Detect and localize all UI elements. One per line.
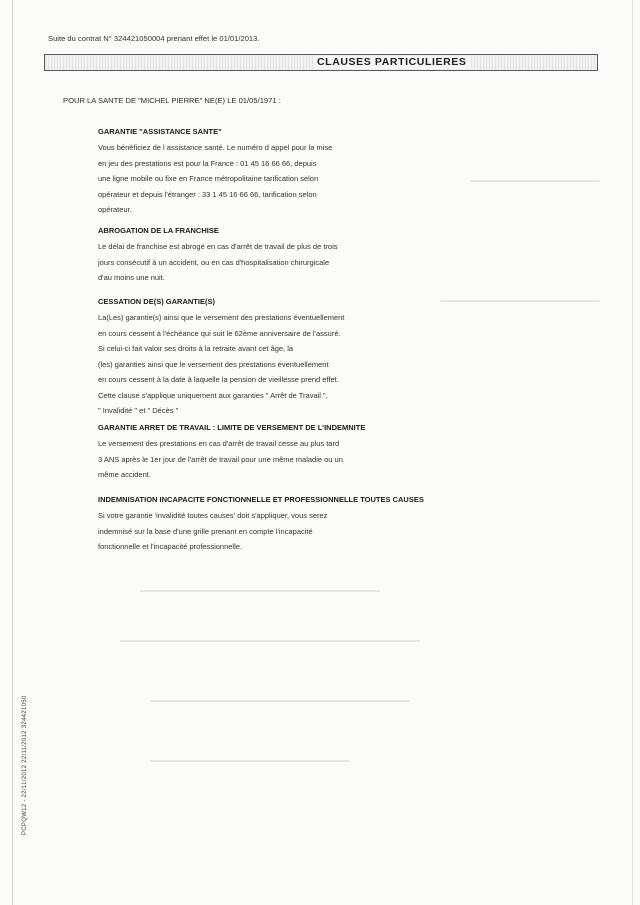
insured-intro: POUR LA SANTE DE "MICHEL PIERRE" NE(E) LE 01/05/1971 : bbox=[63, 96, 281, 105]
clause-line: même accident. bbox=[98, 470, 151, 479]
clause-line: Le versement des prestations en cas d'arrêt de travail cesse au plus tard bbox=[98, 439, 340, 448]
clause-limite-versement bbox=[98, 423, 528, 483]
clause-cessation-garanties bbox=[98, 297, 528, 419]
page-right-edge bbox=[632, 0, 633, 905]
title-banner bbox=[44, 54, 598, 71]
clause-title: CESSATION DE(S) GARANTIE(S) bbox=[98, 297, 215, 306]
clause-line: Si votre garantie 'invalidité toutes causes' doit s'appliquer, vous serez bbox=[98, 511, 328, 520]
clause-line: indemnisé sur la base d'une grille prenant en compte l'incapacité bbox=[98, 526, 313, 536]
clause-line: opérateur et depuis l'étranger : 33 1 45 16 66 66, tarification selon bbox=[98, 189, 317, 199]
clause-line: 3 ANS après le 1er jour de l'arrêt de travail pour une même maladie ou un bbox=[98, 454, 343, 464]
clause-line: jours consécutif à un accident, ou en cas d'hospitalisation chirurgicale bbox=[98, 257, 330, 267]
clause-title: INDEMNISATION INCAPACITE FONCTIONNELLE ET PROFESSIONNELLE TOUTES CAUSES bbox=[98, 495, 424, 504]
clause-line: en jeu des prestations est pour la France : 01 45 16 66 66, depuis bbox=[98, 158, 317, 168]
show-through-mark bbox=[150, 700, 410, 702]
clause-line: fonctionnelle et l'incapacité professionnelle. bbox=[98, 542, 243, 551]
clause-line: Vous bénéficiez de l assistance santé. Le numéro d appel pour la mise bbox=[98, 143, 333, 152]
clause-line: une ligne mobile ou fixe en France métropolitaine tarification selon bbox=[98, 174, 319, 183]
clause-line: Le délai de franchise est abrogé en cas d'arrêt de travail de plus de trois bbox=[98, 242, 338, 251]
clause-line: opérateur. bbox=[98, 205, 132, 214]
show-through-mark bbox=[140, 590, 380, 592]
clause-title: GARANTIE "ASSISTANCE SANTE" bbox=[98, 127, 222, 136]
clause-line: (les) garanties ainsi que le versement des prestations éventuellement bbox=[98, 359, 329, 369]
clause-line: " Invalidité " et " Décès " bbox=[98, 406, 179, 415]
page-title: CLAUSES PARTICULIERES bbox=[313, 56, 471, 69]
clause-indemnisation-incapacite bbox=[98, 495, 528, 555]
clause-title: ABROGATION DE LA FRANCHISE bbox=[98, 226, 219, 235]
show-through-mark bbox=[120, 640, 420, 642]
clause-abrogation-franchise bbox=[98, 226, 528, 286]
clause-line: La(Les) garantie(s) ainsi que le versement des prestations éventuellement bbox=[98, 313, 345, 322]
clause-line: d'au moins une nuit. bbox=[98, 273, 165, 282]
clause-line: Cette clause s'applique uniquement aux garanties " Arrêt de Travail ", bbox=[98, 390, 328, 400]
side-reference-code: PCPQW12 - 22/11/2012 22/11/2012 324421050 bbox=[22, 695, 28, 835]
page-left-edge bbox=[12, 0, 13, 905]
clause-line: en cours cessent à l'échéance qui suit le 62ème anniversaire de l'assuré. bbox=[98, 328, 341, 338]
clause-title: GARANTIE ARRET DE TRAVAIL : LIMITE DE VERSEMENT DE L'INDEMNITE bbox=[98, 423, 366, 432]
clause-line: en cours cessent à la date à laquelle la pension de vieillesse prend effet. bbox=[98, 375, 339, 384]
clause-assistance-sante bbox=[98, 127, 528, 218]
show-through-mark bbox=[150, 760, 350, 762]
clause-line: Si celui-ci fait valoir ses droits à la retraite avant cet âge, la bbox=[98, 344, 294, 353]
contract-reference: Suite du contrat N° 324421050004 prenant effet le 01/01/2013. bbox=[48, 34, 260, 43]
